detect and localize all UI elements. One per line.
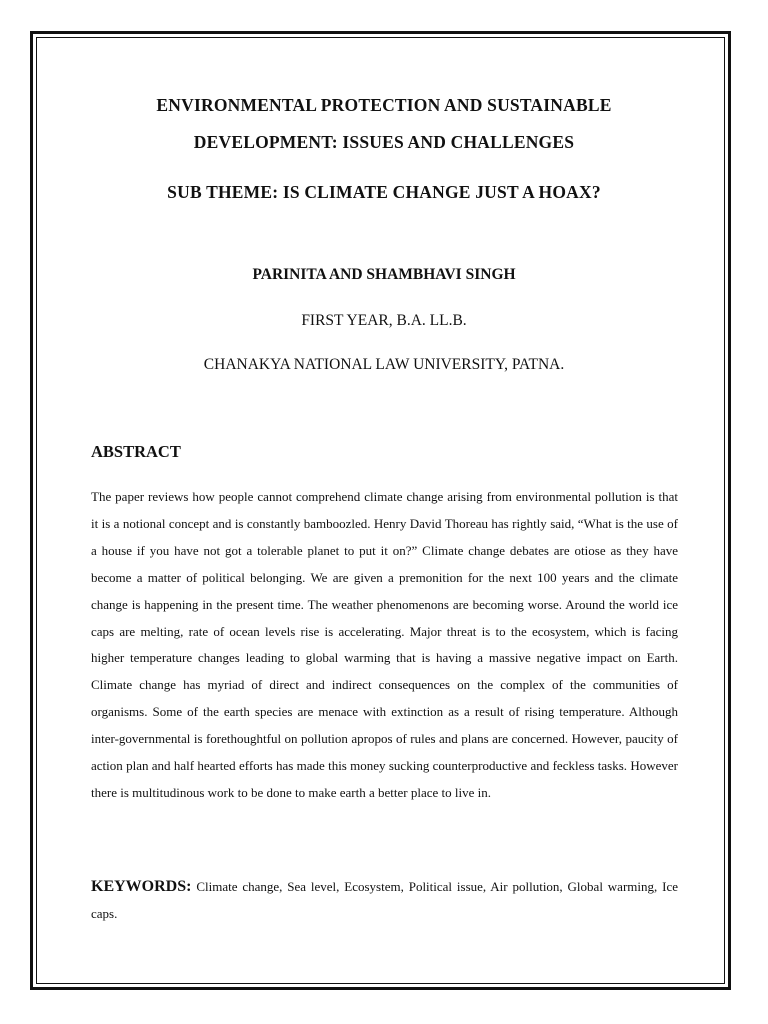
author-names: PARINITA AND SHAMBHAVI SINGH (252, 266, 516, 283)
abstract-heading: ABSTRACT (91, 442, 181, 461)
keywords-label: KEYWORDS: (91, 878, 192, 895)
author-year: FIRST YEAR, B.A. LL.B. (301, 312, 467, 329)
keywords-paragraph (91, 873, 678, 927)
keywords-text: Climate change, Sea level, Ecosystem, Political issue, Air pollution, Global warming, Ice caps. (91, 879, 678, 921)
author-university: CHANAKYA NATIONAL LAW UNIVERSITY, PATNA. (203, 356, 565, 373)
paper-title-line-2: DEVELOPMENT: ISSUES AND CHALLENGES (193, 132, 575, 152)
abstract-body: The paper reviews how people cannot comprehend climate change arising from environmental pollution is that it is a notional concept and is constantly bamboozled. Henry David Thoreau has rightly said, “What is the use of a house if you have not got a tolerable planet to put it on?” Climate change debates are otiose as they have become a matter of political belonging. We are given a premonition for the next 100 years and the climate change is happening in the present time. The weather phenomenons are becoming worse. Around the world ice caps are melting, rate of ocean levels rise is accelerating. Major threat is to the ecosystem, which is facing higher temperature changes leading to global warming that is having a massive negative impact on Earth. Climate change has myriad of direct and indirect consequences on the complex of the communities of organisms. Some of the earth species are menace with extinction as a result of rising temperature. Although inter-governmental is forethoughtful on pollution apropos of rules and plans are concerned. However, paucity of action plan and half hearted efforts has made this money sucking counterproductive and feckless tasks. However there is multitudinous work to be done to make earth a better place to live in. (91, 489, 678, 800)
sub-theme: SUB THEME: IS CLIMATE CHANGE JUST A HOAX? (167, 182, 601, 202)
paper-title-line-1: ENVIRONMENTAL PROTECTION AND SUSTAINABLE (156, 95, 612, 115)
